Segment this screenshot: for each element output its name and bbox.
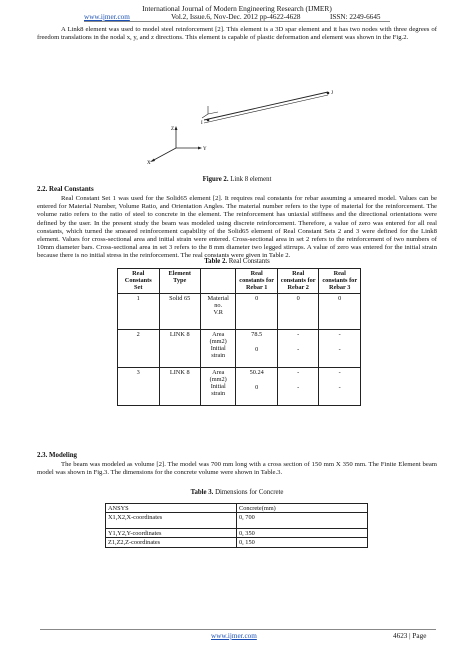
- header-issn: ISSN: 2249-6645: [330, 13, 381, 21]
- table-header-cell: Real constants for Rebar 3: [319, 269, 361, 294]
- section-2-2-paragraph: [37, 195, 437, 261]
- table-cell-set: 3: [118, 367, 160, 405]
- table-header-row: [118, 269, 361, 294]
- table-cell-rebar1: 50.24 0: [236, 367, 278, 405]
- section-2-3-text: The beam was modeled as volume [2]. The model was 700 mm long with a cross section of 150 mm X 350 mm. The Finite Element beam model was shown in Fig.3. The dimensions for the concrete volume were shown in Table.3.: [37, 461, 437, 477]
- table-cell: 0, 700: [237, 513, 368, 529]
- table-header-row: [106, 504, 368, 513]
- table-cell-rebar1: 78.5 0: [236, 329, 278, 367]
- table-header-cell: Real constants for Rebar 1: [236, 269, 278, 294]
- figure-2-caption: Figure 2. Link 8 element: [202, 176, 272, 183]
- table-cell-rebar2: - -: [277, 329, 319, 367]
- table-3-concrete-dimensions: [105, 503, 368, 548]
- table-cell-rebar2: 0: [277, 293, 319, 329]
- link-element-line-2: [204, 95, 328, 123]
- table-2-real-constants: [117, 268, 361, 406]
- journal-title: International Journal of Modern Engineering Research (IJMER): [142, 4, 332, 13]
- table-cell-rebar3: - -: [319, 367, 361, 405]
- table-header-cell: Element Type: [159, 269, 201, 294]
- table-cell: X1,X2,X-coordinates: [106, 513, 237, 529]
- y-axis-label: Y: [203, 147, 207, 152]
- table-2-caption: Table 2. Real Constants: [204, 258, 270, 265]
- table-cell-type: Solid 65: [159, 293, 201, 329]
- table-3-caption: Table 3. Dimensions for Concrete: [190, 489, 284, 496]
- table-cell-rebar2: - -: [277, 367, 319, 405]
- section-2-2-heading: 2.2. Real Constants: [37, 186, 94, 193]
- page-number: 4623 | Page: [393, 632, 427, 640]
- figure-2-link8-diagram: [140, 84, 340, 174]
- table-cell-labels: Area (mm2) Initial strain: [201, 329, 236, 367]
- table-row: [118, 329, 361, 367]
- x-axis-label: X: [147, 161, 151, 166]
- table-row: [118, 367, 361, 405]
- section-2-3-heading: 2.3. Modeling: [37, 452, 78, 459]
- table-cell-rebar3: - -: [319, 329, 361, 367]
- table-header-cell: Real constants for Rebar 2: [277, 269, 319, 294]
- z-axis-label: Z: [171, 127, 175, 132]
- node-j: [327, 92, 330, 95]
- table-header-cell: Real Constants Set: [118, 269, 160, 294]
- table-cell-labels: Area (mm2) Initial strain: [201, 367, 236, 405]
- header-website-link[interactable]: www.ijmer.com: [84, 13, 130, 21]
- table-cell-type: LINK 8: [159, 367, 201, 405]
- table-row: [106, 538, 368, 547]
- header-rule: [84, 21, 390, 22]
- table-row: [106, 513, 368, 529]
- table-cell-type: LINK 8: [159, 329, 201, 367]
- table-cell-rebar3: 0: [319, 293, 361, 329]
- section-2-2-text: Real Constant Set 1 was used for the Solid65 element [2]. It requires real constants for rebar assuming a smeared model. Values can be entered for Material Number, Volume Ratio, and Orientation Angles. The material number refers to the type of material for the reinforcement. The volume ratio refers to the ratio of steel to concrete in the element. The reinforcement has uniaxial stiffness and the directional orientations were defined by the user. In the present study the beam was modeled using discrete reinforcement. Therefore, a value of zero was entered for all real constants, which turned the smeared reinforcement capability of the Solid65 element of Real Constant Sets 2 and 3 were defined for the Link8 element. Values for cross-sectional area and initial strain were entered. Cross-sectional area in set 2 refers to the reinforcement of two numbers of 10mm diameter bars. Cross-sectional area in set 3 refers to the 8 mm diameter two legged stirrups. A value of zero was entered for the initial strain because there is no initial stress in the reinforcement. The real constants were given in Table 2.: [37, 195, 437, 260]
- table-cell: Y1,Y2,Y-coordinates: [106, 529, 237, 538]
- table-row: [106, 529, 368, 538]
- table-cell-set: 2: [118, 329, 160, 367]
- table-cell: Z1,Z2,Z-coordinates: [106, 538, 237, 547]
- footer-website-link[interactable]: www.ijmer.com: [211, 632, 257, 640]
- table-cell: 0, 150: [237, 538, 368, 547]
- table-cell: 0, 350: [237, 529, 368, 538]
- footer-rule: [40, 629, 436, 630]
- table-cell-rebar1: 0: [236, 293, 278, 329]
- table-header-cell: ANSYS: [106, 504, 237, 513]
- table-cell-labels: Material no. V.R: [201, 293, 236, 329]
- link-element-line: [204, 92, 328, 120]
- table-row: [118, 293, 361, 329]
- table-cell-set: 1: [118, 293, 160, 329]
- node-i: [207, 119, 210, 122]
- header-volume: Vol.2, Issue.6, Nov-Dec. 2012 pp-4622-4628: [171, 13, 301, 21]
- section-2-3-paragraph: [37, 461, 437, 477]
- node-i-label: I: [201, 121, 203, 126]
- intro-text: A Link8 element was used to model steel reinforcement [2]. This element is a 3D spar element and it has two nodes with three degrees of freedom translations in the nodal x, y, and z directions. This element is capable of plastic deformation and element was shown in the Fig.2.: [37, 26, 437, 42]
- table-header-cell: Concrete(mm): [237, 504, 368, 513]
- table-header-cell: [201, 269, 236, 294]
- intro-paragraph: [37, 26, 437, 42]
- x-axis: [152, 148, 176, 161]
- node-j-label: J: [331, 91, 333, 96]
